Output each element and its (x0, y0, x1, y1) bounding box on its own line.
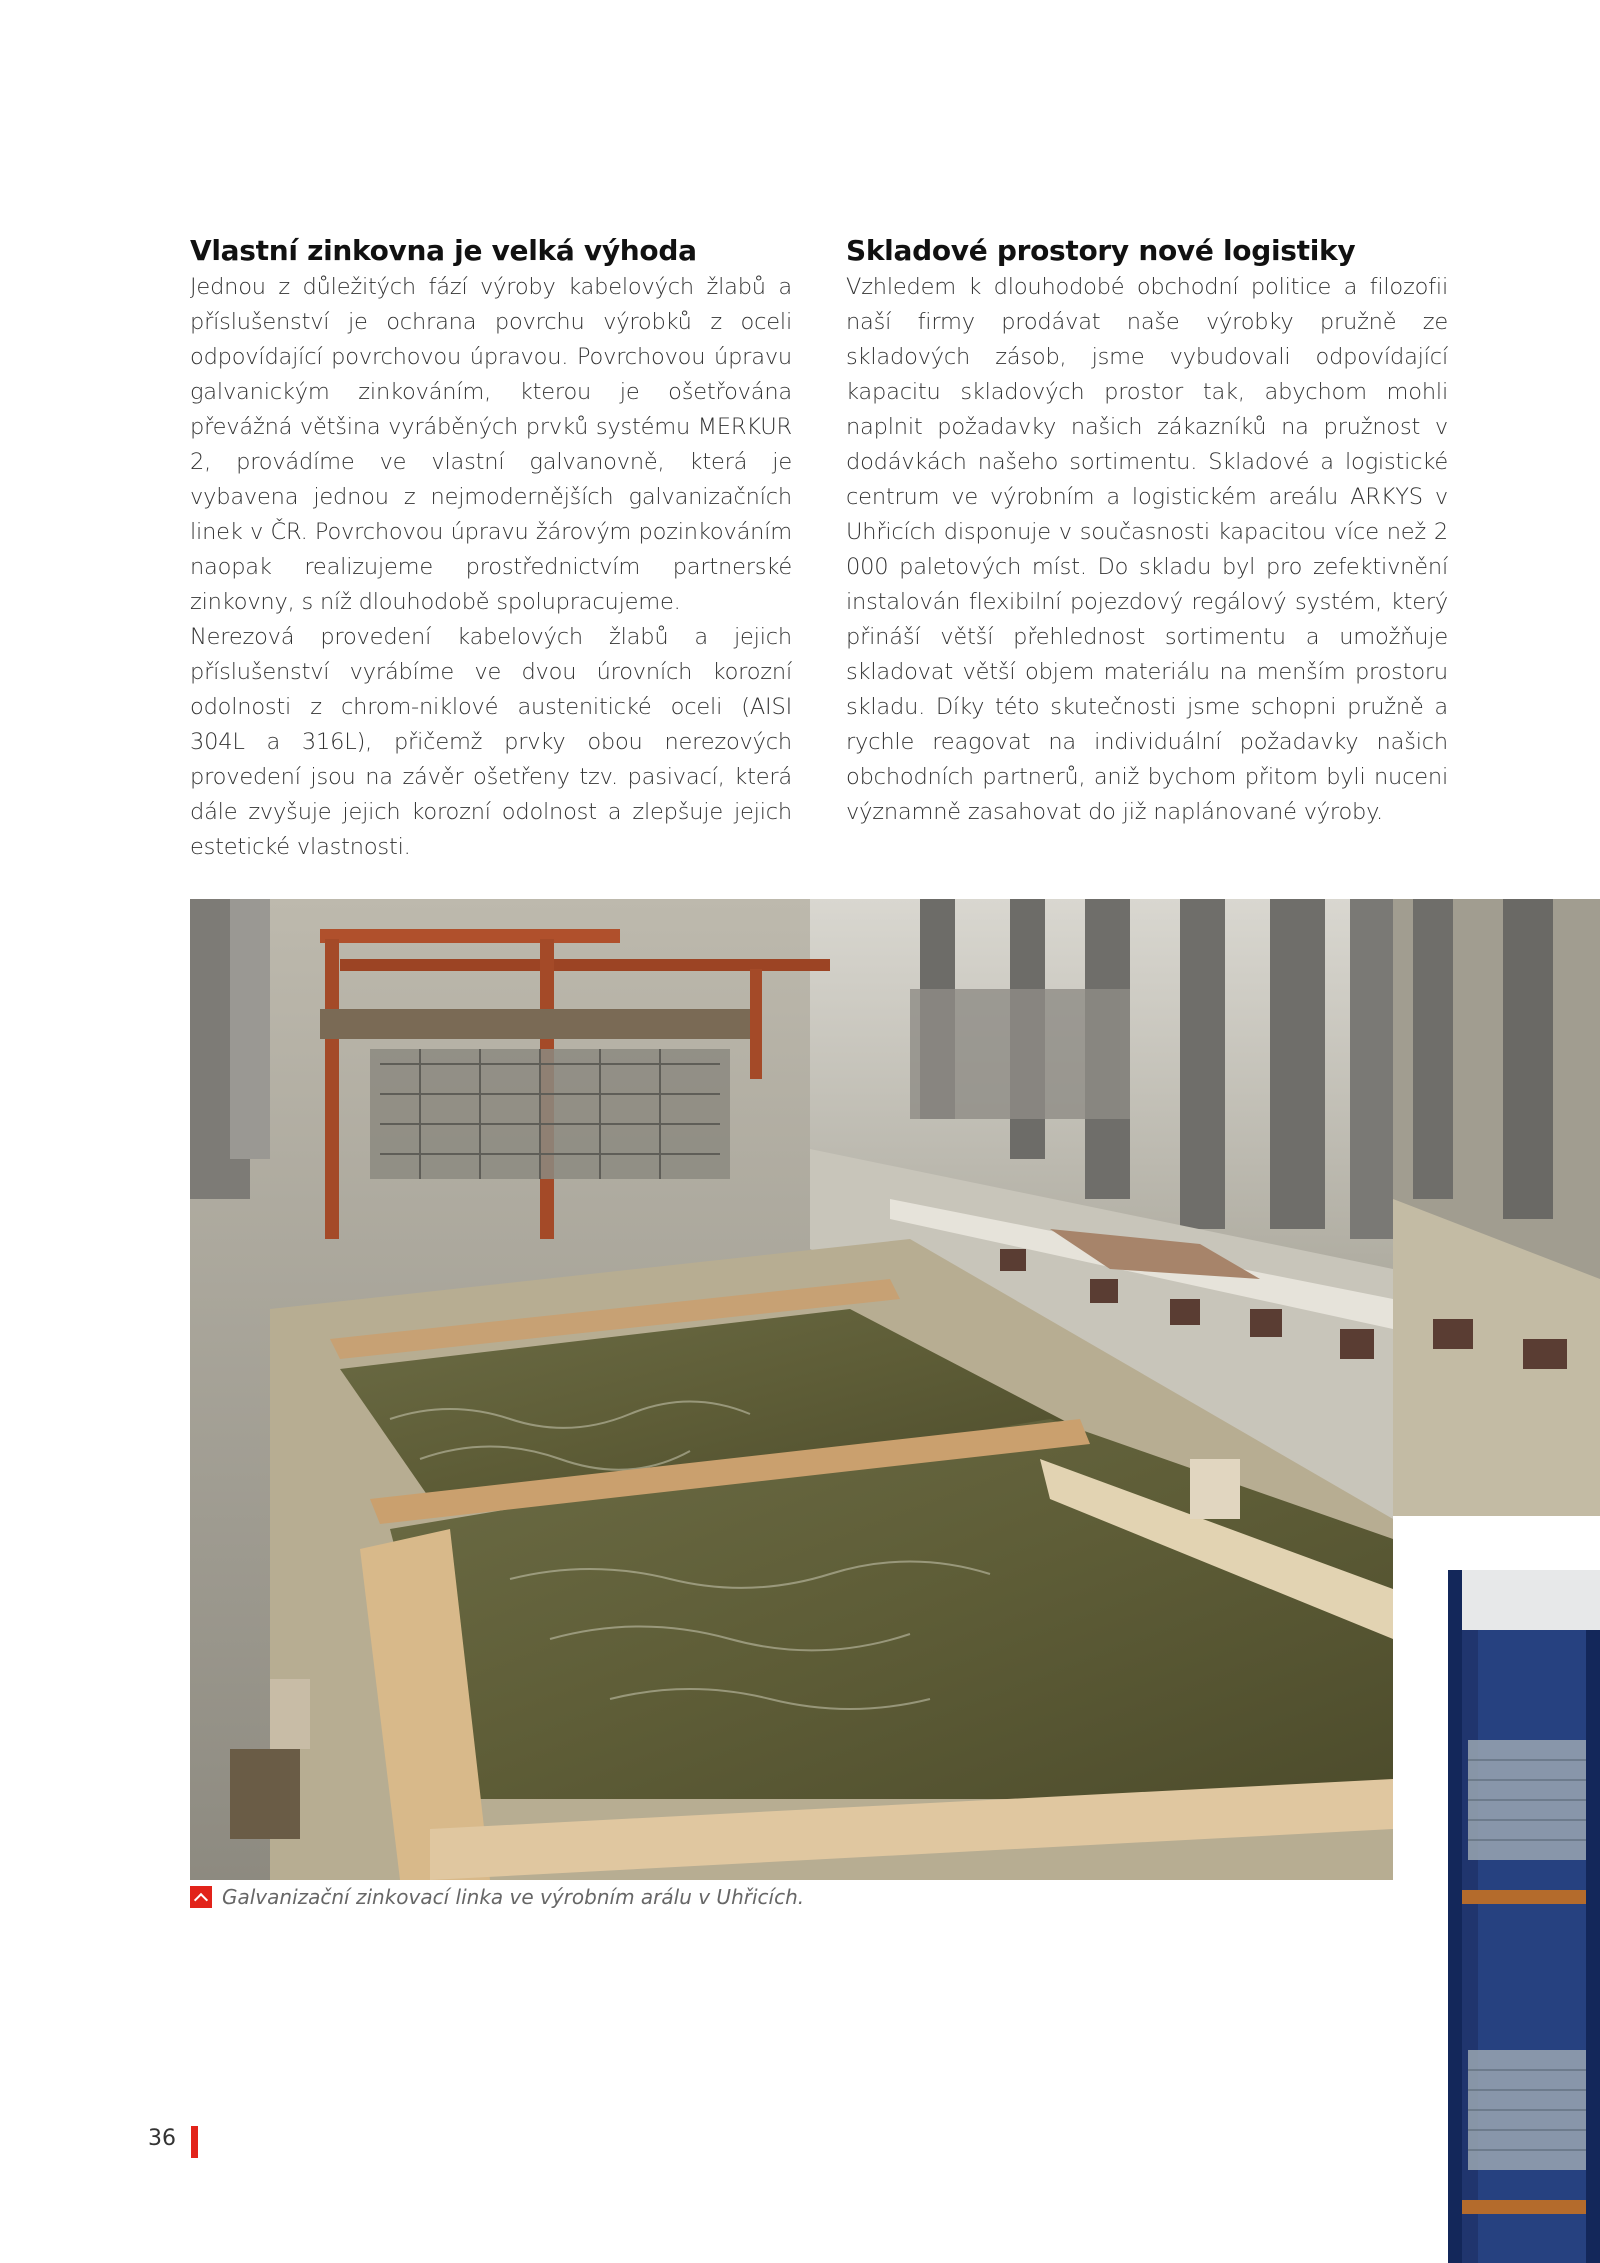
warehouse-rack-photo (1448, 1570, 1600, 2263)
warehouse-photo-top (1393, 899, 1600, 1516)
galvanizing-line-photo (190, 899, 1393, 1880)
left-column (190, 232, 792, 865)
chevron-up-icon (190, 1886, 212, 1908)
page-number: 36 (148, 2126, 176, 2151)
paragraph-zinc-plant-2: Nerezová provedení kabelových žlabů a jejich příslušenství vyrábíme ve dvou úrovních korozní odolnosti z chrom-niklové austenitické oceli (AISI 304L a 316L), přičemž prvky obou nerezových provedení jsou na závěr ošetřeny tzv. pasivací, která dále zvyšuje jejich korozní odolnost a zlepšuje jejich estetické vlastnosti. (190, 624, 792, 860)
section-heading-logistics: Skladové prostory nové logistiky (846, 234, 1356, 267)
page-number-accent-bar (191, 2126, 198, 2158)
paragraph-logistics: Vzhledem k dlouhodobé obchodní politice a filozofii naší firmy prodávat naše výrobky pružně ze skladových zásob, jsme vybudovali odpovídající kapacitu skladových prostor tak, abychom mohli naplnit požadavky našich zákazníků na pružnost v dodávkách našeho sortimentu. Skladové a logistické centrum ve výrobním a logistickém areálu ARKYS v Uhřicích disponuje v současnosti kapacitou více než 2 000 paletových míst. Do skladu byl pro zefektivnění instalován flexibilní pojezdový regálový systém, který přináší větší přehlednost sortimentu a umožňuje skladovat větší objem materiálu na menším prostoru skladu. Díky této skutečnosti jsme schopni pružně a rychle reagovat na individuální požadavky našich obchodních partnerů, aniž bychom přitom byli nuceni významně zasahovat do již naplánované výroby. (846, 274, 1448, 825)
caption-text: Galvanizační zinkovací linka ve výrobním arálu v Uhřicích. (222, 1885, 805, 1909)
section-heading-zinc-plant: Vlastní zinkovna je velká výhoda (190, 234, 697, 267)
right-column (846, 232, 1448, 830)
photo-caption (190, 1882, 804, 1912)
paragraph-zinc-plant-1: Jednou z důležitých fází výroby kabelových žlabů a příslušenství je ochrana povrchu výrobků z oceli odpovídající povrchovou úpravou. Povrchovou úpravu galvanickým zinkováním, kterou je ošetřována převážná většina vyráběných prvků systému MERKUR 2, provádíme ve vlastní galvanovně, která je vybavena jednou z nejmodernějších galvanizačních linek v ČR. Povrchovou úpravu žárovým pozinkováním naopak realizujeme prostřednictvím partnerské zinkovny, s níž dlouhodobě spolupracujeme. (190, 274, 792, 615)
